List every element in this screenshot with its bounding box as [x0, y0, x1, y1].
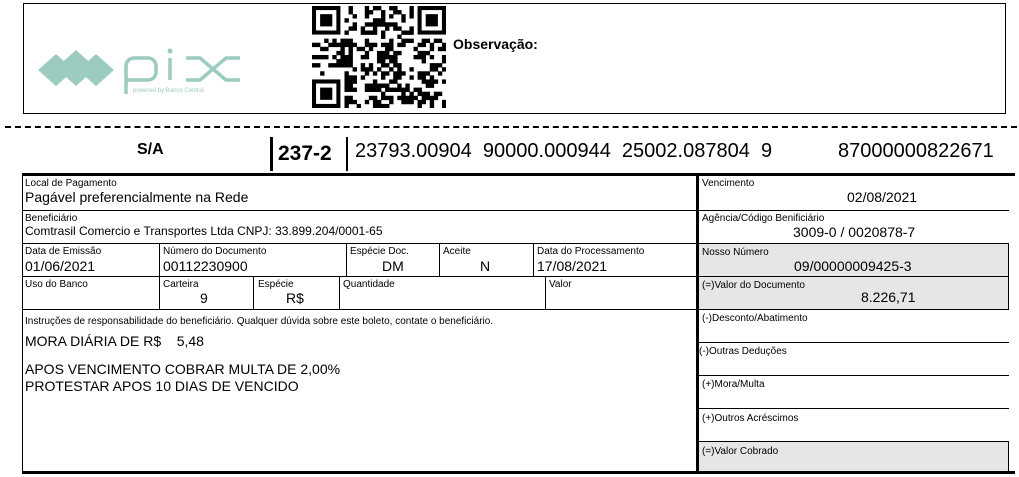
vdiv-r3-2 — [346, 244, 347, 276]
vencimento-value: 02/08/2021 — [847, 189, 918, 205]
bank-code: 237-2 — [278, 142, 332, 165]
data-emissao-label: Data de Emissão — [25, 246, 102, 257]
pix-logo — [38, 48, 253, 98]
grey-right-edge-2 — [1008, 442, 1009, 472]
bank-separator-right — [346, 137, 348, 171]
beneficiario-label: Beneficiário — [25, 213, 78, 224]
column-divider — [696, 176, 699, 473]
cut-line — [5, 126, 1017, 128]
especie-value: R$ — [286, 290, 304, 306]
linha-digitavel: 23793.00904 90000.000944 25002.087804 9 — [355, 140, 773, 162]
data-processamento-value: 17/08/2021 — [537, 258, 608, 274]
bank-name: S/A — [137, 141, 164, 158]
quantidade-label: Quantidade — [343, 279, 395, 290]
especie-doc-label: Espécie Doc. — [350, 246, 409, 257]
vdiv-r4-3 — [339, 277, 340, 309]
vdiv-r4-4 — [545, 277, 546, 309]
header-bottom-rule — [22, 173, 1015, 176]
especie-doc-value: DM — [382, 258, 404, 274]
rule-4 — [22, 309, 697, 310]
rrule-1 — [697, 210, 1009, 211]
especie-label: Espécie — [258, 279, 294, 290]
nosso-numero-value: 09/00000009425-3 — [794, 258, 912, 274]
grey-right-edge-1 — [1008, 244, 1009, 309]
carteira-value: 9 — [200, 290, 208, 306]
rrule-4 — [697, 309, 1009, 310]
qr-code — [312, 6, 446, 108]
vdiv-r3-4 — [533, 244, 534, 276]
valor-documento-label: (=)Valor do Documento — [702, 280, 805, 291]
left-border — [22, 176, 23, 473]
numero-documento-label: Número do Documento — [163, 246, 267, 257]
mora-multa-label: (+)Mora/Multa — [702, 379, 765, 390]
rule-2 — [22, 243, 697, 244]
data-processamento-label: Data do Processamento — [537, 246, 645, 257]
data-emissao-value: 01/06/2021 — [25, 258, 96, 274]
vencimento-label: Vencimento — [702, 178, 755, 189]
rrule-6 — [697, 375, 1009, 376]
bank-separator-left — [270, 137, 273, 171]
valor-label: Valor — [549, 279, 572, 290]
agencia-label: Agência/Código Benificiário — [702, 213, 825, 224]
instrucao-protesto: PROTESTAR APOS 10 DIAS DE VENCIDO — [25, 378, 299, 394]
valor-cobrado-label: (=)Valor Cobrado — [702, 446, 779, 457]
agencia-value: 3009-0 / 0020878-7 — [793, 224, 916, 240]
carteira-label: Carteira — [163, 279, 199, 290]
uso-banco-label: Uso do Banco — [25, 279, 88, 290]
observacao-label: Observação: — [453, 36, 538, 52]
numero-documento-value: 00112230900 — [163, 258, 248, 274]
nosso-numero-label: Nosso Número — [702, 247, 769, 258]
vdiv-r4-1 — [159, 277, 160, 309]
instrucoes-label: Instruções de responsabilidade do beneficiário. Qualquer dúvida sobre este boleto, contate o beneficiário. — [25, 316, 494, 327]
pix-powered-by: powered by Banco Central — [133, 88, 204, 94]
instrucao-multa: APOS VENCIMENTO COBRAR MULTA DE 2,00% — [25, 361, 341, 377]
instrucao-mora: MORA DIÁRIA DE R$ 5,48 — [25, 333, 204, 349]
rrule-7 — [697, 408, 1009, 409]
outras-deducoes-label: (-)Outras Deduções — [699, 346, 787, 357]
valor-code: 87000000822671 — [838, 140, 994, 162]
rule-3 — [22, 276, 697, 277]
vdiv-r3-1 — [159, 244, 160, 276]
desconto-label: (-)Desconto/Abatimento — [702, 313, 808, 324]
local-pagamento-value: Pagável preferencialmente na Rede — [25, 189, 249, 205]
aceite-value: N — [480, 258, 491, 274]
local-pagamento-label: Local de Pagamento — [25, 178, 117, 189]
vdiv-r3-3 — [439, 244, 440, 276]
rrule-5 — [697, 342, 1009, 343]
valor-documento-value: 8.226,71 — [861, 289, 916, 305]
aceite-label: Aceite — [443, 246, 471, 257]
vdiv-r4-2 — [253, 277, 254, 309]
outros-acrescimos-label: (+)Outros Acréscimos — [702, 413, 799, 424]
rule-1 — [22, 210, 697, 211]
bottom-rule — [22, 471, 1015, 474]
beneficiario-value: Comtrasil Comercio e Transportes Ltda CNPJ: 33.899.204/0001-65 — [25, 224, 383, 238]
